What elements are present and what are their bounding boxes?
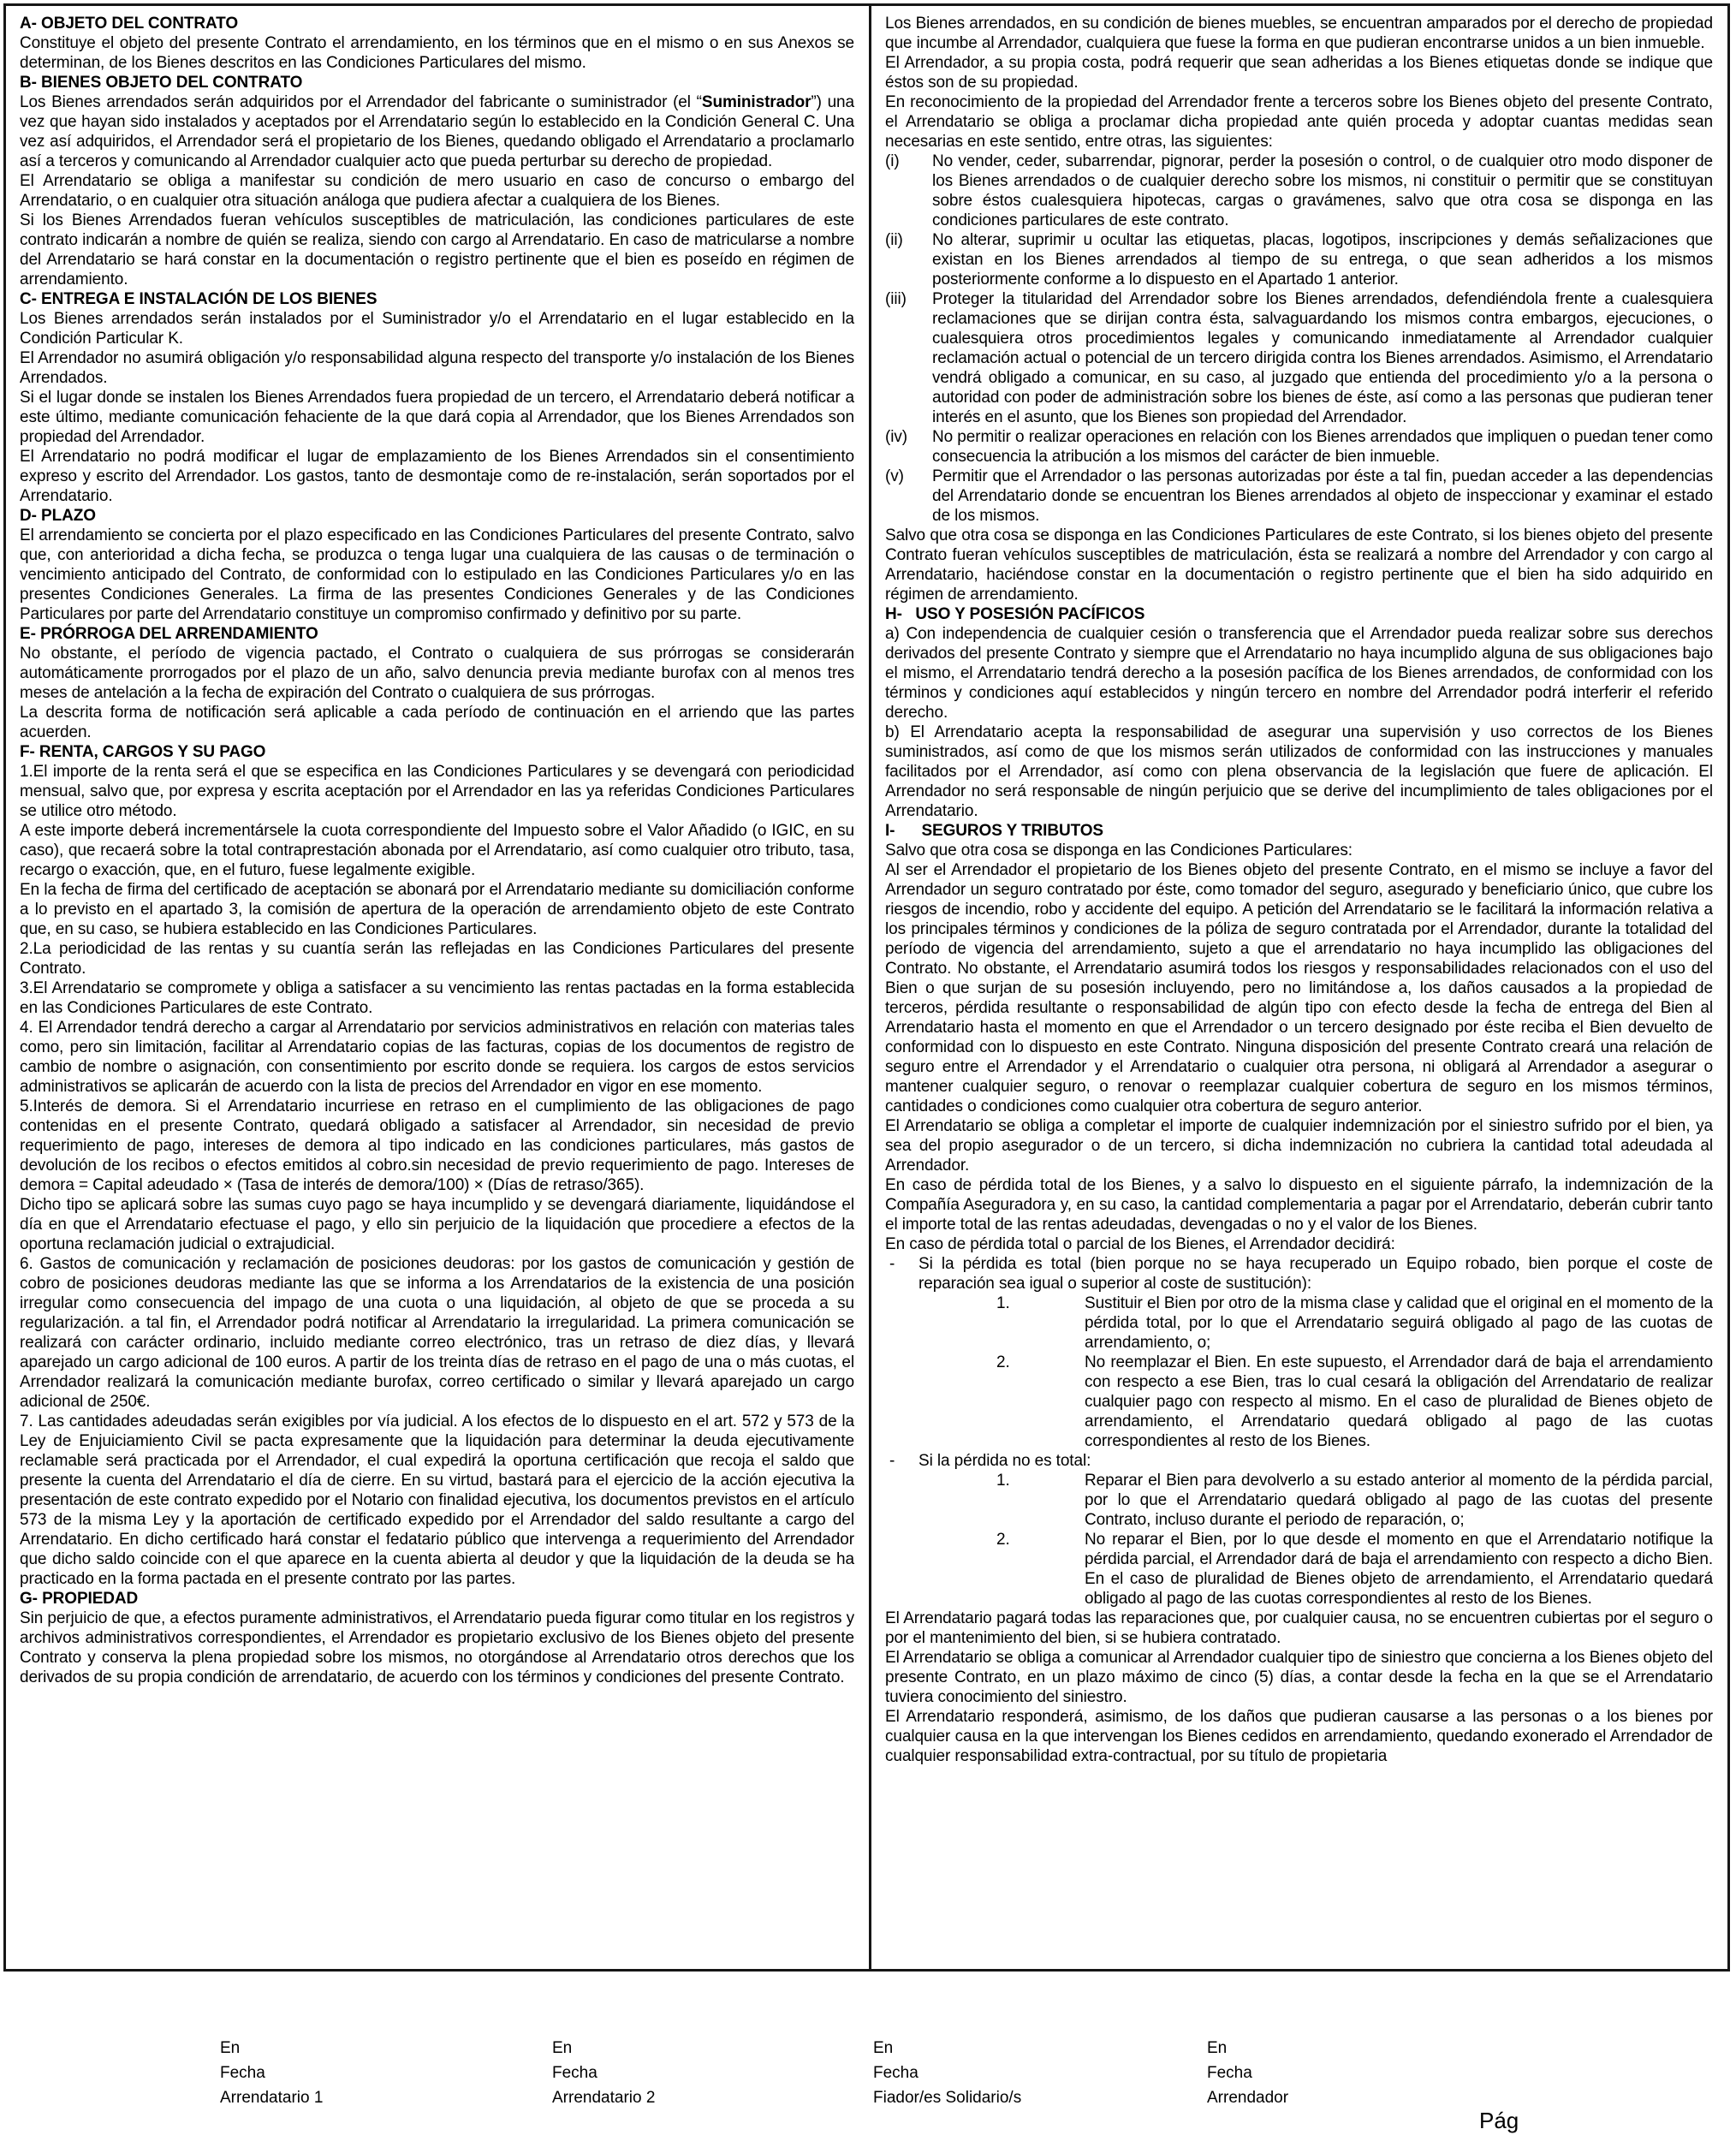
paragraph: Si los Bienes Arrendados fueran vehículos susceptibles de matriculación, las condiciones particulares de este contrato indicarán a nombre de quién se realiza, siendo con cargo al Arrendatario. En caso de matricularse a nombre del Arrendatario se hará constar en la documentación o registro pertinente que el bien es poseído en régimen de arrendamiento. [20,211,854,288]
signature-block-arrendatario-1 [220,2036,323,2110]
list-item-text: No alterar, suprimir u ocultar las etiquetas, placas, logotipos, inscripciones y demás señalizaciones que existan en los Bienes arrendados al tiempo de su entrega, o que sean adheridos a los mismos posteriormente conforme a lo dispuesto en el Apartado 1 anterior. [932,231,1713,288]
paragraph: a) Con independencia de cualquier cesión o transferencia que el Arrendador pueda realizar sobre sus derechos derivados del presente Contrato y siempre que el Arrendatario no haya incumplido alguna de sus obligaciones bajo el mismo, el Arrendatario tendrá derecho a la posesión pacífica de los Bienes arrendados, de conformidad con los términos y condiciones aquí establecidos y ningún tercero en nombre del Arrendador podrá interferir el referido derecho. [885,625,1713,722]
signature-place-label: En [873,2039,894,2057]
paragraph: El Arrendador, a su propia costa, podrá requerir que sean adheridas a los Bienes etiquetas donde se indique que éstos son de su propiedad. [885,54,1713,92]
paragraph: Sin perjuicio de que, a efectos puramente administrativos, el Arrendatario pueda figurar como titular en los registros y archivos administrativos correspondientes, el Arrendador es propietario exclusivo de los Bienes objeto del presente Contrato y conserva la plena propiedad sobre los mismos, no otorgándose al Arrendatario otros derechos que los derivados de su propia condición de arrendatario, de acuerdo con los términos y condiciones del presente Contrato. [20,1609,854,1686]
list-marker: (iv) [885,428,907,446]
list-marker: 2. [996,1353,1010,1371]
section-heading: A- OBJETO DEL CONTRATO [20,15,239,33]
paragraph: El Arrendatario se obliga a completar el importe de cualquier indemnización por el siniestro sufrido por el bien, ya sea del propio asegurador o de un tercero, si dicha indemnización no cubriera la cantidad total adeudada al Arrendador. [885,1117,1713,1175]
signature-date-label: Fecha [1207,2064,1252,2082]
list-marker: - [889,1255,895,1273]
paragraph: El Arrendatario se obliga a manifestar su condición de mero usuario en caso de concurso o embargo del Arrendatario, o en cualquier otra situación análoga que pudiera afectar a cualquiera de los Bienes. [20,172,854,210]
signature-block-arrendador [1207,2036,1288,2110]
list-item [885,1353,1713,1451]
paragraph: Constituye el objeto del presente Contrato el arrendamiento, en los términos que en el mismo o en sus Anexos se determinan, de los Bienes descritos en las Condiciones Particulares del mismo. [20,34,854,72]
list-item [885,1254,1713,1294]
signature-place-label: En [552,2039,573,2057]
text-run: Los Bienes arrendados serán adquiridos por el Arrendador del fabricante o suministrador (el “ [20,93,702,111]
paragraph: Si el lugar donde se instalen los Bienes Arrendados fuera propiedad de un tercero, el Arrendatario deberá notificar a este último, mediante comunicación fehaciente de la que dará copia al Arrendador, que los Bienes Arrendados son propiedad del Arrendador. [20,389,854,446]
paragraph: 5.Interés de demora. Si el Arrendatario incurriese en retraso en el cumplimiento de las obligaciones de pago contenidas en el presente Contrato, quedará obligado a satisfacer al Arrendador, sin necesidad de previo requerimiento de pago, intereses de demora al tipo indicado en las condiciones particulares, más gastos de devolución de los recibos o efectos emitidos al cobro.sin necesidad de previo requerimiento de pago. Intereses de demora = Capital adeudado × (Tasa de interés de demora/100) × (Días de retraso/365). [20,1097,854,1194]
right-column [871,6,1727,1969]
list-marker: 1. [996,1472,1010,1490]
paragraph: En la fecha de firma del certificado de aceptación se abonará por el Arrendatario mediante su domiciliación conforme a lo previsto en el apartado 3, la comisión de apertura de la operación de arrendamiento objeto de este Contrato que, en su caso, se hubiera establecido en las Condiciones Particulares. [20,881,854,938]
list-marker: (i) [885,152,900,170]
list-marker: (v) [885,467,904,485]
list-item [885,1471,1713,1530]
signature-date-label: Fecha [873,2064,919,2082]
signature-party-label: Arrendatario 2 [552,2089,656,2107]
paragraph: En reconocimiento de la propiedad del Arrendador frente a terceros sobre los Bienes objeto del presente Contrato, el Arrendatario se obliga a proclamar dicha propiedad ante quién proceda y adoptar cuantas medidas sean necesarias en este sentido, entre otras, las siguientes: [885,93,1713,151]
section-heading: B- BIENES OBJETO DEL CONTRATO [20,74,303,92]
text-run: ”) una vez que hayan sido instalados y aceptados por el Arrendatario según lo establecido en la Condición General C. Una vez así adquiridos, el Arrendador será el propietario de los Bienes, quedando obligado el Arrendatario a proclamarlo así a terceros y comunicando al Arrendador cualquier acto que pueda perturbar su derecho de propiedad. [20,93,854,170]
paragraph: A este importe deberá incrementársele la cuota correspondiente del Impuesto sobre el Valor Añadido (o IGIC, en su caso), que recaerá sobre la total contraprestación abonada por el Arrendatario, así como cualquier otro tributo, tasa, recargo o exacción, que, en el futuro, fuese legalmente exigible. [20,822,854,879]
paragraph: El Arrendatario se obliga a comunicar al Arrendador cualquier tipo de siniestro que concierna a los Bienes objeto del presente Contrato, en un plazo máximo de cinco (5) días, a contar desde la fecha en la que se el Arrendatario tuviera conocimiento del siniestro. [885,1649,1713,1706]
left-column [6,6,869,1969]
signature-party-label: Arrendador [1207,2089,1289,2107]
list-marker: - [889,1452,895,1470]
section-heading: F- RENTA, CARGOS Y SU PAGO [20,743,266,761]
section-heading: C- ENTREGA E INSTALACIÓN DE LOS BIENES [20,290,378,308]
section-heading: H- USO Y POSESIÓN PACÍFICOS [885,605,1145,623]
paragraph: En caso de pérdida total o parcial de los Bienes, el Arrendador decidirá: [885,1235,1395,1253]
paragraph: Salvo que otra cosa se disponga en las Condiciones Particulares de este Contrato, si los bienes objeto del presente Contrato fueran vehículos susceptibles de matriculación, ésta se realizará a nombre del Arrendador y con cargo al Arrendatario, haciéndose constar en la documentación o registro pertinente que el bien ha sido adquirido en régimen de arrendamiento. [885,526,1713,604]
section-heading: D- PLAZO [20,507,96,525]
list-item-text: Sustituir el Bien por otro de la misma clase y calidad que el original en el momento de la pérdida total, por lo que el Arrendatario seguirá obligado al pago de las cuotas de arrendamiento, o; [1085,1294,1713,1352]
section-heading: E- PRÓRROGA DEL ARRENDAMIENTO [20,625,318,643]
list-item [885,152,1713,230]
list-item-text: No permitir o realizar operaciones en relación con los Bienes arrendados que impliquen o puedan tener como consecuencia la atribución a los mismos del carácter de bien inmueble. [932,428,1713,466]
paragraph: 4. El Arrendador tendrá derecho a cargar al Arrendatario por servicios administrativos en relación con materias tales como, pero sin limitación, facilitar al Arrendatario copias de las facturas, copias de los documentos de registro de cambio de nombre o asignación, con consentimiento por escrito donde se requiera. los cargos de estos servicios administrativos se aplicarán de acuerdo con la lista de precios del Arrendador en vigor en ese momento. [20,1019,854,1096]
signature-place-label: En [1207,2039,1228,2057]
signature-date-label: Fecha [552,2064,597,2082]
signature-block-arrendatario-2 [552,2036,655,2110]
paragraph [20,92,854,171]
paragraph: 6. Gastos de comunicación y reclamación de posiciones deudoras: por los gastos de comunicación y gestión de cobro de posiciones deudoras mediante las que se informa a los Arrendatarios de la existencia de una posición irregular como consecuencia del impago de una cuota o una liquidación, al objeto de que se proceda a su regularización. a tal fin, el Arrendador podrá notificar al Arrendatario la irregularidad. La primera comunicación se realizará con carácter ordinario, incluido mediante correo electrónico, tras un retraso de diez días, y llevará aparejado un cargo adicional de 100 euros. A partir de los treinta días de retraso en el pago de una o más cuotas, el Arrendador realizará la comunicación mediante burofax, correo certificado o similar y llevará aparejado un cargo adicional de 250€. [20,1255,854,1411]
paragraph: El Arrendador no asumirá obligación y/o responsabilidad alguna respecto del transporte y/o instalación de los Bienes Arrendados. [20,349,854,387]
paragraph: El Arrendatario pagará todas las reparaciones que, por cualquier causa, no se encuentren cubiertas por el seguro o por el mantenimiento del bien, si se hubiera contratado. [885,1609,1713,1647]
paragraph: Los Bienes arrendados, en su condición de bienes muebles, se encuentran amparados por el derecho de propiedad que incumbe al Arrendador, cualquiera que fuese la forma en que pudieran encontrarse unidos a un bien inmueble. [885,15,1713,52]
list-item-text: Si la pérdida es total (bien porque no se haya recuperado un Equipo robado, bien porque el coste de reparación sea igual o superior al coste de sustitución): [919,1255,1713,1293]
list-item-text: Si la pérdida no es total: [919,1452,1091,1470]
list-item [885,1451,1713,1471]
paragraph: El Arrendatario no podrá modificar el lugar de emplazamiento de los Bienes Arrendados sin el consentimiento expreso y escrito del Arrendador. Los gastos, tanto de desmontaje como de re-instalación, serán soportados por el Arrendatario. [20,448,854,505]
paragraph: Salvo que otra cosa se disponga en las Condiciones Particulares: [885,842,1353,859]
list-marker: 1. [996,1294,1010,1312]
list-marker: (iii) [885,290,907,308]
signature-party-label: Fiador/es Solidario/s [873,2089,1022,2107]
paragraph: 2.La periodicidad de las rentas y su cuantía serán las reflejadas en las Condiciones Particulares del presente Contrato. [20,940,854,978]
list-item [885,230,1713,289]
list-item-text: No reemplazar el Bien. En este supuesto, el Arrendador dará de baja el arrendamiento con respecto a ese Bien, tras lo cual cesará la obligación del Arrendatario de realizar cualquier pago con respecto al mismo. En el caso de pluralidad de Bienes objeto de arrendamiento, el Arrendatario quedará obligado al pago de las cuotas correspondientes al resto de los Bienes. [1085,1353,1713,1450]
list-item [885,1530,1713,1609]
signature-date-label: Fecha [220,2064,265,2082]
section-heading: I- SEGUROS Y TRIBUTOS [885,822,1104,840]
paragraph: Dicho tipo se aplicará sobre las sumas cuyo pago se haya incumplido y se devengará diariamente, liquidándose el día en que el Arrendatario efectuase el pago, y ello sin perjuicio de la liquidación que procediere a efectos de la oportuna reclamación judicial o extrajudicial. [20,1196,854,1253]
paragraph: La descrita forma de notificación será aplicable a cada período de continuación en el arriendo que las partes acuerden. [20,704,854,741]
list-item-text: Permitir que el Arrendador o las personas autorizadas por éste a tal fin, puedan acceder a las dependencias del Arrendatario donde se encuentran los Bienes arrendados al objeto de inspeccionar y examinar el estado de los mismos. [932,467,1713,525]
paragraph: 3.El Arrendatario se compromete y obliga a satisfacer a su vencimiento las rentas pactadas en la forma establecida en las Condiciones Particulares de este Contrato. [20,979,854,1017]
paragraph: El arrendamiento se concierta por el plazo especificado en las Condiciones Particulares del presente Contrato, salvo que, con anterioridad a dicha fecha, se produzca o tenga lugar una cualquiera de las causas o de terminación o vencimiento anticipado del Contrato, de conformidad con lo estipulado en las Condiciones Particulares y/o en las presentes Condiciones Generales. La firma de las presentes Condiciones Generales y de las Condiciones Particulares por parte del Arrendatario constituye un compromiso confirmado y definitivo por su parte. [20,526,854,623]
paragraph: Los Bienes arrendados serán instalados por el Suministrador y/o el Arrendatario en el lugar establecido en la Condición Particular K. [20,310,854,348]
list-item-text: Proteger la titularidad del Arrendador sobre los Bienes arrendados, defendiéndola frente a cualesquiera reclamaciones que se dirijan contra ésta, salvaguardando los mismos contra embargos, ejecuciones, o cualesquiera otros procedimientos legales y comunicando inmediatamente al Arrendador cualquier reclamación actual o potencial de un tercero dirigida contra los Bienes arrendados. Asimismo, el Arrendatario vendrá obligado a comunicar, en su caso, al juzgado que entienda del procedimiento y/o a la persona o autoridad con poder de administración sobre los bienes de éste, así como a las personas que pudieran tener interés en el asunto, que los Bienes son propiedad del Arrendador. [932,290,1713,426]
signature-party-label: Arrendatario 1 [220,2089,324,2107]
signature-place-label: En [220,2039,241,2057]
list-item-text: Reparar el Bien para devolverlo a su estado anterior al momento de la pérdida parcial, por lo que el Arrendatario quedará obligado al pago de las cuotas del presente Contrato, incluso durante el periodo de reparación, o; [1085,1472,1713,1529]
paragraph: 1.El importe de la renta será el que se especifica en las Condiciones Particulares y se devengará con periodicidad mensual, salvo que, por expresa y escrita aceptación por el Arrendador en las ya referidas Condiciones Particulares se utilice otro método. [20,763,854,820]
list-item-text: No vender, ceder, subarrendar, pignorar, perder la posesión o control, o de cualquier otro modo disponer de los Bienes arrendados o de cualquier derecho sobre los mismos, ni constituir o permitir que se constituyan sobre éstos cualesquiera hipotecas, cargas o gravámenes, salvo que otra cosa se disponga en las condiciones particulares de este contrato. [932,152,1713,229]
list-item [885,289,1713,427]
paragraph: b) El Arrendatario acepta la responsabilidad de asegurar una supervisión y uso correctos de los Bienes suministrados, así como de que los mismos serán utilizados de conformidad con las instrucciones y manuales facilitados por el Arrendador, así como con plena observancia de la legislación que fuere de aplicación. El Arrendador no será responsable de ningún perjuicio que se derive del incumplimiento de tales obligaciones por el Arrendatario. [885,723,1713,820]
paragraph: Al ser el Arrendador el propietario de los Bienes objeto del presente Contrato, en el mismo se incluye a favor del Arrendador un seguro contratado por éste, como tomador del seguro, asegurado y beneficiario único, que cubre los riesgos de incendio, robo y accidente del equipo. A petición del Arrendatario se le facilitará la información relativa a los principales términos y condiciones de la póliza de seguro contratada por el Arrendador, durante la totalidad del período de vigencia del arrendamiento, sujeto a que el arrendatario no haya incumplido las obligaciones del Contrato. No obstante, el Arrendatario asumirá todos los riesgos y responsabilidades relacionados con el uso del Bien o que surjan de su posesión incluyendo, pero no limitándose a, los daños causados a la propiedad de terceros, pérdida resultante o responsabilidad de algún tipo con efecto desde la fecha de entrega del Bien al Arrendatario hasta el momento en que el Arrendador o un tercero designado por éste reciba el Bien devuelto de conformidad con lo dispuesto en este Contrato. Ninguna disposición del presente Contrato creará una relación de seguro entre el Arrendador y el Arrendatario o cualquier otra persona, ni obligará al Arrendador a asegurar o mantener cualquier seguro, o renovar o reemplazar cualquier cobertura de seguro en los mismos términos, cantidades o condiciones como cualquier otra cobertura de seguro anterior. [885,861,1713,1115]
list-item [885,427,1713,467]
signature-block-fiador [873,2036,1021,2110]
list-item [885,1294,1713,1353]
paragraph: El Arrendatario responderá, asimismo, de los daños que pudieran causarse a las personas o a los bienes por cualquier causa en la que intervengan los Bienes cedidos en arrendamiento, quedando exonerado el Arrendador de cualquier responsabilidad extra-contractual, por su título de propietaria [885,1708,1713,1765]
paragraph: 7. Las cantidades adeudadas serán exigibles por vía judicial. A los efectos de lo dispuesto en el art. 572 y 573 de la Ley de Enjuiciamiento Civil se pacta expresamente que la liquidación para determinar la deuda ejecutivamente reclamable será practicada por el Arrendador, el cual expedirá la oportuna certificación que recoja el saldo que presente la cuenta del Arrendatario el día de cierre. En su virtud, bastará para el ejercicio de la acción ejecutiva la presentación de este contrato expedido por el Notario con finalidad ejecutiva, los documentos previstos en el artículo 573 de la misma Ley y la aportación de certificado expedido por el Arrendador del saldo resultante a cargo del Arrendatario. En dicho certificado hará constar el fedatario público que intervenga a requerimiento del Arrendador que dicho saldo coincide con el que aparece en la cuenta abierta al deudor y que la liquidación de la deuda se ha practicado en la forma pactada en el presente contrato por las partes. [20,1412,854,1588]
list-item [885,467,1713,526]
page-number-label: Pág [1479,2108,1519,2133]
paragraph: En caso de pérdida total de los Bienes, y a salvo lo dispuesto en el siguiente párrafo, la indemnización de la Compañía Aseguradora y, en su caso, la cantidad complementaria a pagar por el Arrendatario, deberán cubrir tanto el importe total de las rentas adeudadas, devengadas o no y el valor de los Bienes. [885,1176,1713,1234]
paragraph: No obstante, el período de vigencia pactado, el Contrato o cualquiera de sus prórrogas se considerarán automáticamente prorrogados por el plazo de un año, salvo denuncia previa mediante burofax con al menos tres meses de antelación a la fecha de expiración del Contrato o cualquiera de sus prórrogas. [20,645,854,702]
general-conditions-box [3,3,1730,1972]
bold-term: Suministrador [701,93,812,111]
section-heading: G- PROPIEDAD [20,1590,139,1608]
list-marker: 2. [996,1531,1010,1549]
list-item-text: No reparar el Bien, por lo que desde el momento en que el Arrendatario notifique la pérdida parcial, el Arrendador dará de baja el arrendamiento con respecto a dicho Bien. En el caso de pluralidad de Bienes objeto de arrendamiento, el Arrendatario quedará obligado al pago de las cuotas correspondientes al resto de los Bienes. [1085,1531,1713,1608]
list-marker: (ii) [885,231,903,249]
